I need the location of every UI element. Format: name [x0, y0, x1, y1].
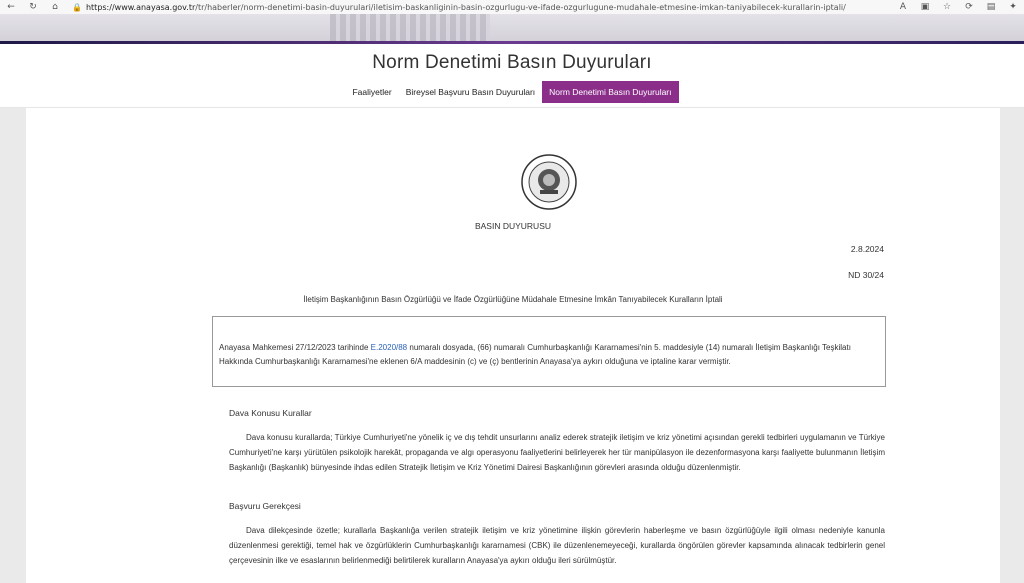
read-aloud-icon[interactable]: A	[899, 2, 907, 12]
back-icon[interactable]: ←	[7, 2, 15, 12]
summary-text-start: Anayasa Mahkemesi 27/12/2023 tarihinde	[219, 343, 371, 352]
right-gutter	[1000, 108, 1024, 583]
section-text-basvuru: Dava dilekçesinde özetle; kurallarla Başkanlığa verilen stratejik iletişim ve kriz yönetimine ilişkin görevlerin haberleşme ve basın özgürlüğüyle ilgili olması nedeniyle kanunla düzenlenmesi gerektiği, temel hak ve özgürlüklerin Cumhurbaşkanlığı kararnamesi (CBK) ile düzenlenemeyeceği, kurallarda öngörülen görevler kapsamında alınacak tedbirlerin genel çerçevesinin ilke ve esaslarının belirlenmediği belirtilerek kuralların Anayasa'ya aykırı olduğu ileri sürülmüştür.	[229, 526, 885, 565]
left-gutter	[0, 108, 26, 583]
refresh-tab-icon[interactable]: ⟳	[965, 2, 973, 12]
courthouse-banner-image	[330, 14, 490, 44]
browser-toolbar	[0, 0, 1024, 14]
split-screen-icon[interactable]: ▣	[920, 2, 930, 12]
site-banner	[0, 14, 1024, 44]
refresh-icon[interactable]: ↻	[29, 2, 37, 12]
tab-faaliyetler[interactable]: Faaliyetler	[352, 87, 392, 97]
constitutional-court-seal-icon	[520, 153, 578, 211]
release-date: 2.8.2024	[850, 244, 884, 254]
summary-text-end: numaralı dosyada, (66) numaralı Cumhurbaşkanlığı Kararnamesi'nin 5. maddesiyle (14) numaralı İletişim Başkanlığı Teşkilatı Hakkında Cumhurbaşkanlığı Kararnamesi'ne eklenen 6/A maddesinin (c) ve (ç) bentlerinin Anayasa'ya aykırı olduğuna ve iptaline karar vermiştir.	[219, 343, 851, 366]
case-number-link[interactable]: E.2020/88	[370, 343, 408, 352]
summary-box	[212, 316, 886, 387]
tab-bireysel-basvuru[interactable]: Bireysel Başvuru Basın Duyuruları	[405, 87, 536, 97]
section-heading-basvuru: Başvuru Gerekçesi	[229, 501, 301, 511]
section-text-dava-konusu: Dava konusu kurallarda; Türkiye Cumhuriyeti'ne yönelik iç ve dış tehdit unsurlarını analiz ederek stratejik iletişim ve kriz yönetimi açısından gerekli tedbirleri uygulamanın ve Türkiye Cumhuriyeti'ne karşı yürütülen psikolojik harekât, propaganda ve algı operasyonu faaliyetlerini belirleyerek her tür manipülasyon ile dezenformasyona karşı faaliyette bulunmanın İletişim Başkanlığı (Başkanlık) bünyesinde ihdas edilen Stratejik İletişim ve Kriz Yönetimi Dairesi Başkanlığının görevleri arasında olduğu düzenlenmiştir.	[229, 433, 885, 472]
section-tabs	[0, 81, 1024, 103]
home-icon[interactable]: ⌂	[52, 2, 58, 12]
url-path: /tr/haberler/norm-denetimi-basin-duyurulari/iletisim-baskanliginin-basin-ozgurlugu-ve-ifade-ozgurlugune-mudahale-etmesine-imkan-taniyabilecek-kurallarin-iptali/	[195, 2, 846, 12]
page-title: Norm Denetimi Basın Duyuruları	[372, 52, 652, 73]
url-host: https://www.anayasa.gov.tr	[85, 2, 196, 12]
section-heading-dava-konusu: Dava Konusu Kurallar	[229, 408, 312, 418]
release-number: ND 30/24	[848, 270, 884, 280]
press-release-document	[26, 108, 1000, 583]
document-type: BASIN DUYURUSU	[474, 221, 552, 231]
collections-icon[interactable]: ▤	[986, 2, 996, 12]
tab-norm-denetimi[interactable]: Norm Denetimi Basın Duyuruları	[542, 81, 678, 103]
extensions-icon[interactable]: ✦	[1009, 2, 1017, 12]
page-header	[0, 44, 1024, 108]
address-bar[interactable]	[66, 1, 892, 14]
lock-icon: 🔒	[72, 2, 82, 12]
release-title: İletişim Başkanlığının Basın Özgürlüğü ve İfade Özgürlüğüne Müdahale Etmesine İmkân Tanıyabilecek Kuralların İptali	[303, 295, 723, 304]
favorite-star-icon[interactable]: ☆	[942, 2, 952, 12]
